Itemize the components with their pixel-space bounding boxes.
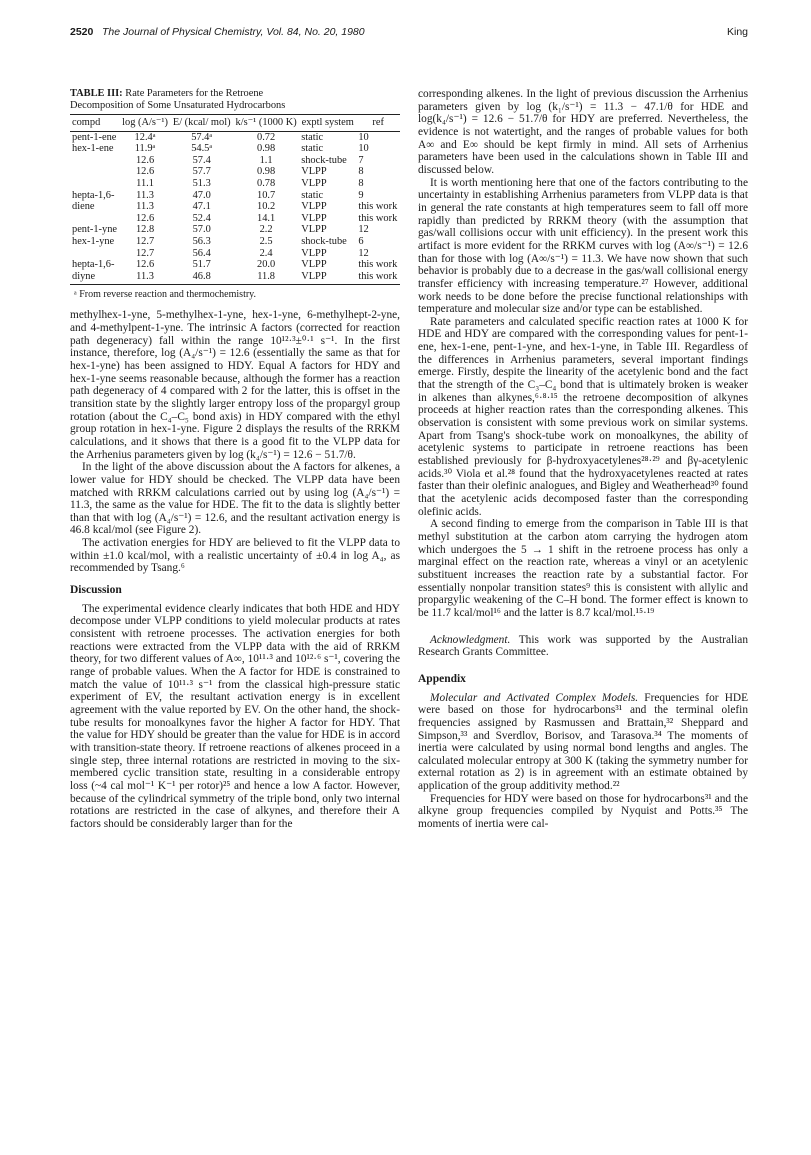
table-cell: diyne bbox=[70, 271, 120, 285]
body-paragraph: methylhex-1-yne, 5-methylhex-1-yne, hex-1-yne, 6-methylhept-2-yne, and 4-methylpent-1-yne. The intrinsic A factors (corrected for reaction path degeneracy) fall within the range 10¹²·³±⁰·¹ s⁻¹. In the first instance, therefore, log (A₄/s⁻¹) = 12.6 (essentially the same as that for hex-1-yne) has been assigned to HDY. Equal A factors for HDY and hex-1-yne seems reasonable because, although the former has a reaction path degeneracy of 4 compared with 2 for the latter, this is offset in the transition state by the slightly larger entropy loss of the propargyl group rotation (about the C₄–C₅ bond axis) in HDY compared with the ethyl group rotation in hex-1-yne. Figure 2 displays the results of the RRKM calculations, and it shows that there is a good fit to the VLPP data for the Arrhenius parameters given by log (k₄/s⁻¹) = 12.6 − 51.7/θ. bbox=[70, 309, 400, 461]
column-header: compd bbox=[70, 115, 120, 132]
body-paragraph: Molecular and Activated Complex Models. Frequencies for HDE were based on those for hydrocarbons³¹ and the terminal olefin frequencies assigned by Rasmussen and Brattain,³² Sheppard and Simpson,³³ and Sverdlov, Borisov, and Tarasova.³⁴ The moments of inertia were calculated by using normal bond lengths and angles. The calculated molecular entropy at 300 K (taking the symmetry number for external rotation as 2) is in agreement with an estimate obtained by application of the group additivity method.²² bbox=[418, 691, 749, 793]
table-cell bbox=[70, 155, 120, 167]
table-cell: 2.2 bbox=[259, 224, 273, 236]
table-cell: shock-tube bbox=[301, 235, 347, 247]
body-paragraph: Frequencies for HDY were based on those for hydrocarbons³¹ and the alkyne group frequencies compiled by Nyquist and Potts.³⁵ The moments of inertia were cal- bbox=[418, 792, 748, 831]
table-cell: 0.98 bbox=[257, 143, 276, 155]
table-header-row bbox=[70, 115, 400, 132]
table-row bbox=[70, 224, 400, 236]
table-cell: this work bbox=[356, 271, 400, 285]
table-cell: 46.8 bbox=[170, 271, 233, 285]
table-cell: VLPP bbox=[301, 212, 327, 224]
table-cell: 11.9ᵃ bbox=[134, 143, 156, 155]
table-cell: VLPP bbox=[301, 177, 327, 189]
table-cell bbox=[70, 166, 120, 178]
table-cell: 57.4ᵃ bbox=[191, 131, 213, 143]
table-row bbox=[70, 248, 400, 260]
table-cell: 51.7 bbox=[192, 259, 211, 271]
table-cell: 11.3 bbox=[120, 271, 171, 285]
table-cell bbox=[70, 213, 120, 225]
table-cell: 12.6 bbox=[135, 154, 155, 166]
table-row bbox=[70, 236, 400, 248]
table-cell: static bbox=[301, 189, 324, 201]
table-cell: 8 bbox=[358, 166, 364, 178]
body-paragraph: It is worth mentioning here that one of the factors contributing to the uncertainty in establishing Arrhenius parameters from VLPP data is that in general the rate constants at high temperatures seem to fall off more rapidly than predicted by RRKM theory (with the assumption that gas/wall collisions occur with unit efficiency). In the present work this artifact is more evident for the RRKM curves with log (A∞/s⁻¹) = 12.6 than for those with log (A∞/s⁻¹) = 11.3. We have now shown that such behavior is probably due to a decrease in the gas/wall collisional energy transfer efficiency with increasing temperature.²⁷ However, additional work needs to be done before the precise functional relationships with temperature and molecular size and/or type can be established. bbox=[418, 176, 748, 316]
table-cell: VLPP bbox=[301, 259, 327, 271]
right-column bbox=[418, 88, 748, 831]
table-cell: 47.0 bbox=[192, 189, 211, 201]
table-cell: 10 bbox=[358, 131, 369, 143]
column-header: exptl system bbox=[299, 115, 356, 132]
table-cell: 10.7 bbox=[257, 189, 276, 201]
table-cell: VLPP bbox=[301, 166, 327, 178]
left-column bbox=[70, 88, 400, 831]
table-cell: 12 bbox=[358, 247, 369, 259]
table-cell: 6 bbox=[358, 235, 364, 247]
table-cell: 12.7 bbox=[135, 247, 155, 259]
body-paragraph: In the light of the above discussion about the A factors for alkenes, a lower value for HDY should be checked. The VLPP data have been matched with RRKM calculations carried out by using log (A₄/s⁻¹) = 11.3, the same as the value for HDE. The fit to the data is slightly better than that with log (A₄/s⁻¹) = 12.6, and the resultant activation energy is 46.8 kcal/mol (see Figure 2). bbox=[70, 461, 400, 537]
table-cell: 12.6 bbox=[135, 166, 155, 178]
table-row bbox=[70, 190, 400, 202]
table-cell: 57.0 bbox=[192, 224, 211, 236]
column-header: ref bbox=[356, 115, 400, 132]
table-cell: shock-tube bbox=[301, 154, 347, 166]
column-header: E/ (kcal/ mol) bbox=[170, 115, 233, 132]
running-author: King bbox=[726, 26, 748, 38]
table-row bbox=[70, 213, 400, 225]
table-cell: hepta-1,6- bbox=[72, 259, 115, 271]
table-cell: 0.98 bbox=[257, 166, 276, 178]
table-cell: 12.7 bbox=[135, 235, 155, 247]
journal-title: The Journal of Physical Chemistry, Vol. 84, No. 20, 1980 bbox=[101, 26, 365, 38]
table-cell: this work bbox=[358, 212, 398, 224]
table-cell: 12.4ᵃ bbox=[134, 131, 156, 143]
table-cell: 12 bbox=[358, 224, 369, 236]
table-cell: 11.1 bbox=[136, 177, 154, 189]
table-cell: hex-1-yne bbox=[72, 235, 115, 247]
table-cell: this work bbox=[358, 259, 398, 271]
table-row bbox=[70, 166, 400, 178]
table-cell: 57.4 bbox=[192, 154, 211, 166]
table-cell: 51.3 bbox=[192, 177, 211, 189]
body-paragraph: corresponding alkenes. In the light of previous discussion the Arrhenius parameters given by log (k₁/s⁻¹) = 11.3 − 47.1/θ for HDE and log(k₄/s⁻¹) = 12.6 − 51.7/θ for HDY are preferred. Nevertheless, the evidence is not watertight, and the ranges of probable values for both A∞ and E∞ should be kept firmly in mind. All sets of Arrhenius parameters have been used in the calculations shown in Table III and discussed below. bbox=[418, 88, 748, 176]
table-cell: 56.4 bbox=[192, 247, 211, 259]
table-cell: 0.72 bbox=[257, 131, 276, 143]
data-table bbox=[70, 114, 400, 285]
acknowledgment: Acknowledgment. This work was supported by the Australian Research Grants Committee. bbox=[418, 633, 748, 659]
body-paragraph: A second finding to emerge from the comparison in Table III is that methyl substitution at the carbon atom carrying the hydrogen atom which undergoes the 5 → 1 shift in the retroene process has only a marginal effect on the reaction rate, whereas a vinyl or an acetylenic substituent increases the reaction rate by a substantial factor. For essentially nonpolar transition states⁹ this is consistent with allylic and propargylic weakening of the C–H bond. The former effect is known to be 11.7 kcal/mol¹⁶ and the latter is 8.7 kcal/mol.¹⁵·¹⁹ bbox=[418, 518, 748, 619]
table-cell: VLPP bbox=[301, 201, 327, 213]
table-cell: static bbox=[301, 131, 324, 143]
column-header: k/s⁻¹ (1000 K) bbox=[233, 115, 299, 132]
table-cell: 10.2 bbox=[257, 201, 276, 213]
body-paragraph: The experimental evidence clearly indicates that both HDE and HDY decompose under VLPP conditions to yield molecular products at rates consistent with retroene processes. The activation energies for both reactions were extracted from the VLPP data with the aid of RRKM theory, for two different values of A∞, 10¹¹·³ and 10¹²·⁶ s⁻¹, covering the range of probable values. When the A factor for HDE is constrained to match the value of 10¹¹·³ s⁻¹ from the classical high-pressure static experiment of EV, the resultant activation energy is in excellent agreement with the value reported by EV. On the other hand, the shock-tube results for monoalkynes favor the higher A factor for HDY. That the value for HDY should be greater than the value for HDE is in accord with transition-state theory. If retroene reactions of alkenes proceed in a single step, three internal rotations are restricted in moving to the six-membered cyclic transition state, resulting in a considerable entropy loss (~4 cal mol⁻¹ K⁻¹ per rotor)²⁵ and hence a low A factor. However, because of the cylindrical symmetry of the triple bond, only two internal rotations are restricted in the case of alkynes, and therefore their A factors should be considerably larger than for the bbox=[70, 602, 400, 830]
table-cell: hex-1-ene bbox=[72, 143, 114, 155]
table-cell: 47.1 bbox=[192, 201, 211, 213]
table-cell: 2.5 bbox=[259, 235, 273, 247]
table-cell bbox=[70, 178, 120, 190]
table-row bbox=[70, 201, 400, 213]
table-caption: TABLE III: Rate Parameters for the Retroene Decomposition of Some Unsaturated Hydrocarbons bbox=[70, 88, 286, 111]
section-heading: Appendix bbox=[418, 672, 466, 685]
table-cell: pent-1-ene bbox=[72, 131, 117, 143]
table-cell: 11.8 bbox=[233, 271, 299, 285]
table-cell: 11.3 bbox=[136, 201, 154, 213]
table-body bbox=[70, 131, 400, 285]
section-heading: Discussion bbox=[70, 584, 122, 597]
table-cell bbox=[70, 248, 120, 260]
table-cell: this work bbox=[358, 201, 398, 213]
table-cell: 12.6 bbox=[135, 212, 155, 224]
table-row bbox=[70, 131, 400, 143]
table-cell: hepta-1,6- bbox=[72, 189, 115, 201]
table-cell: pent-1-yne bbox=[72, 224, 118, 236]
table-footnote: ᵃ From reverse reaction and thermochemistry. bbox=[74, 289, 257, 301]
table-cell: 14.1 bbox=[257, 212, 276, 224]
table-cell: 12.6 bbox=[135, 259, 155, 271]
page-header bbox=[70, 26, 748, 42]
table-row bbox=[70, 259, 400, 271]
table-row bbox=[70, 155, 400, 167]
table-cell: 9 bbox=[358, 189, 364, 201]
table-cell: 11.3 bbox=[136, 189, 154, 201]
table-cell: 8 bbox=[358, 177, 364, 189]
table-cell: 2.4 bbox=[259, 247, 273, 259]
table-iii bbox=[70, 88, 400, 301]
table-cell: VLPP bbox=[301, 224, 327, 236]
table-cell: 10 bbox=[358, 143, 369, 155]
table-cell: static bbox=[301, 143, 324, 155]
page-number: 2520 bbox=[70, 26, 94, 38]
table-cell: 0.78 bbox=[257, 177, 276, 189]
table-cell: diene bbox=[72, 201, 95, 213]
table-cell: 1.1 bbox=[259, 154, 273, 166]
body-paragraph: The activation energies for HDY are believed to fit the VLPP data to within ±1.0 kcal/mol, with a realistic uncertainty of ±0.4 in log A₄, as recommended by Tsang.⁶ bbox=[70, 537, 400, 575]
table-row bbox=[70, 143, 400, 155]
table-row bbox=[70, 178, 400, 190]
table-cell: 56.3 bbox=[192, 235, 211, 247]
table-row bbox=[70, 271, 400, 285]
table-cell: VLPP bbox=[301, 247, 327, 259]
table-cell: 54.5ᵃ bbox=[191, 143, 213, 155]
table-cell: 20.0 bbox=[257, 259, 276, 271]
table-cell: 7 bbox=[358, 154, 364, 166]
column-header: log (A/s⁻¹) bbox=[120, 115, 171, 132]
table-cell: VLPP bbox=[299, 271, 356, 285]
table-cell: 57.7 bbox=[192, 166, 211, 178]
table-cell: 52.4 bbox=[192, 212, 211, 224]
table-cell: 12.8 bbox=[135, 224, 155, 236]
body-paragraph: Rate parameters and calculated specific reaction rates at 1000 K for HDE and HDY are compared with the corresponding values for pent-1-ene, hex-1-ene, pent-1-yne, and hex-1-yne, in Table III. Regardless of the differences in Arrhenius parameters, several important findings emerge. Firstly, despite the linearity of the acetylenic bond and the fact that the strength of the C₃–C₄ bond that is ultimately broken is weaker in alkenes than alkynes,⁶·⁸·¹⁵ the retroene decomposition of alkynes proceeds at higher reaction rates than the corresponding alkenes. This observation is consistent with some previous work on similar systems. Apart from Tsang's shock-tube work on monoalkynes, the ability of acetylenic systems to participate in retroene reactions has been established previously for β-hydroxyacetylenes²⁸·²⁹ and βγ-acetylenic acids.³⁰ Viola et al.²⁸ found that the hydroxyacetylenes reacted at rates faster than their olefinic analogues, and Bigley and Weatherhead³⁰ found that the acetylenic acids decomposed faster than the corresponding olefinic acids. bbox=[418, 315, 749, 518]
